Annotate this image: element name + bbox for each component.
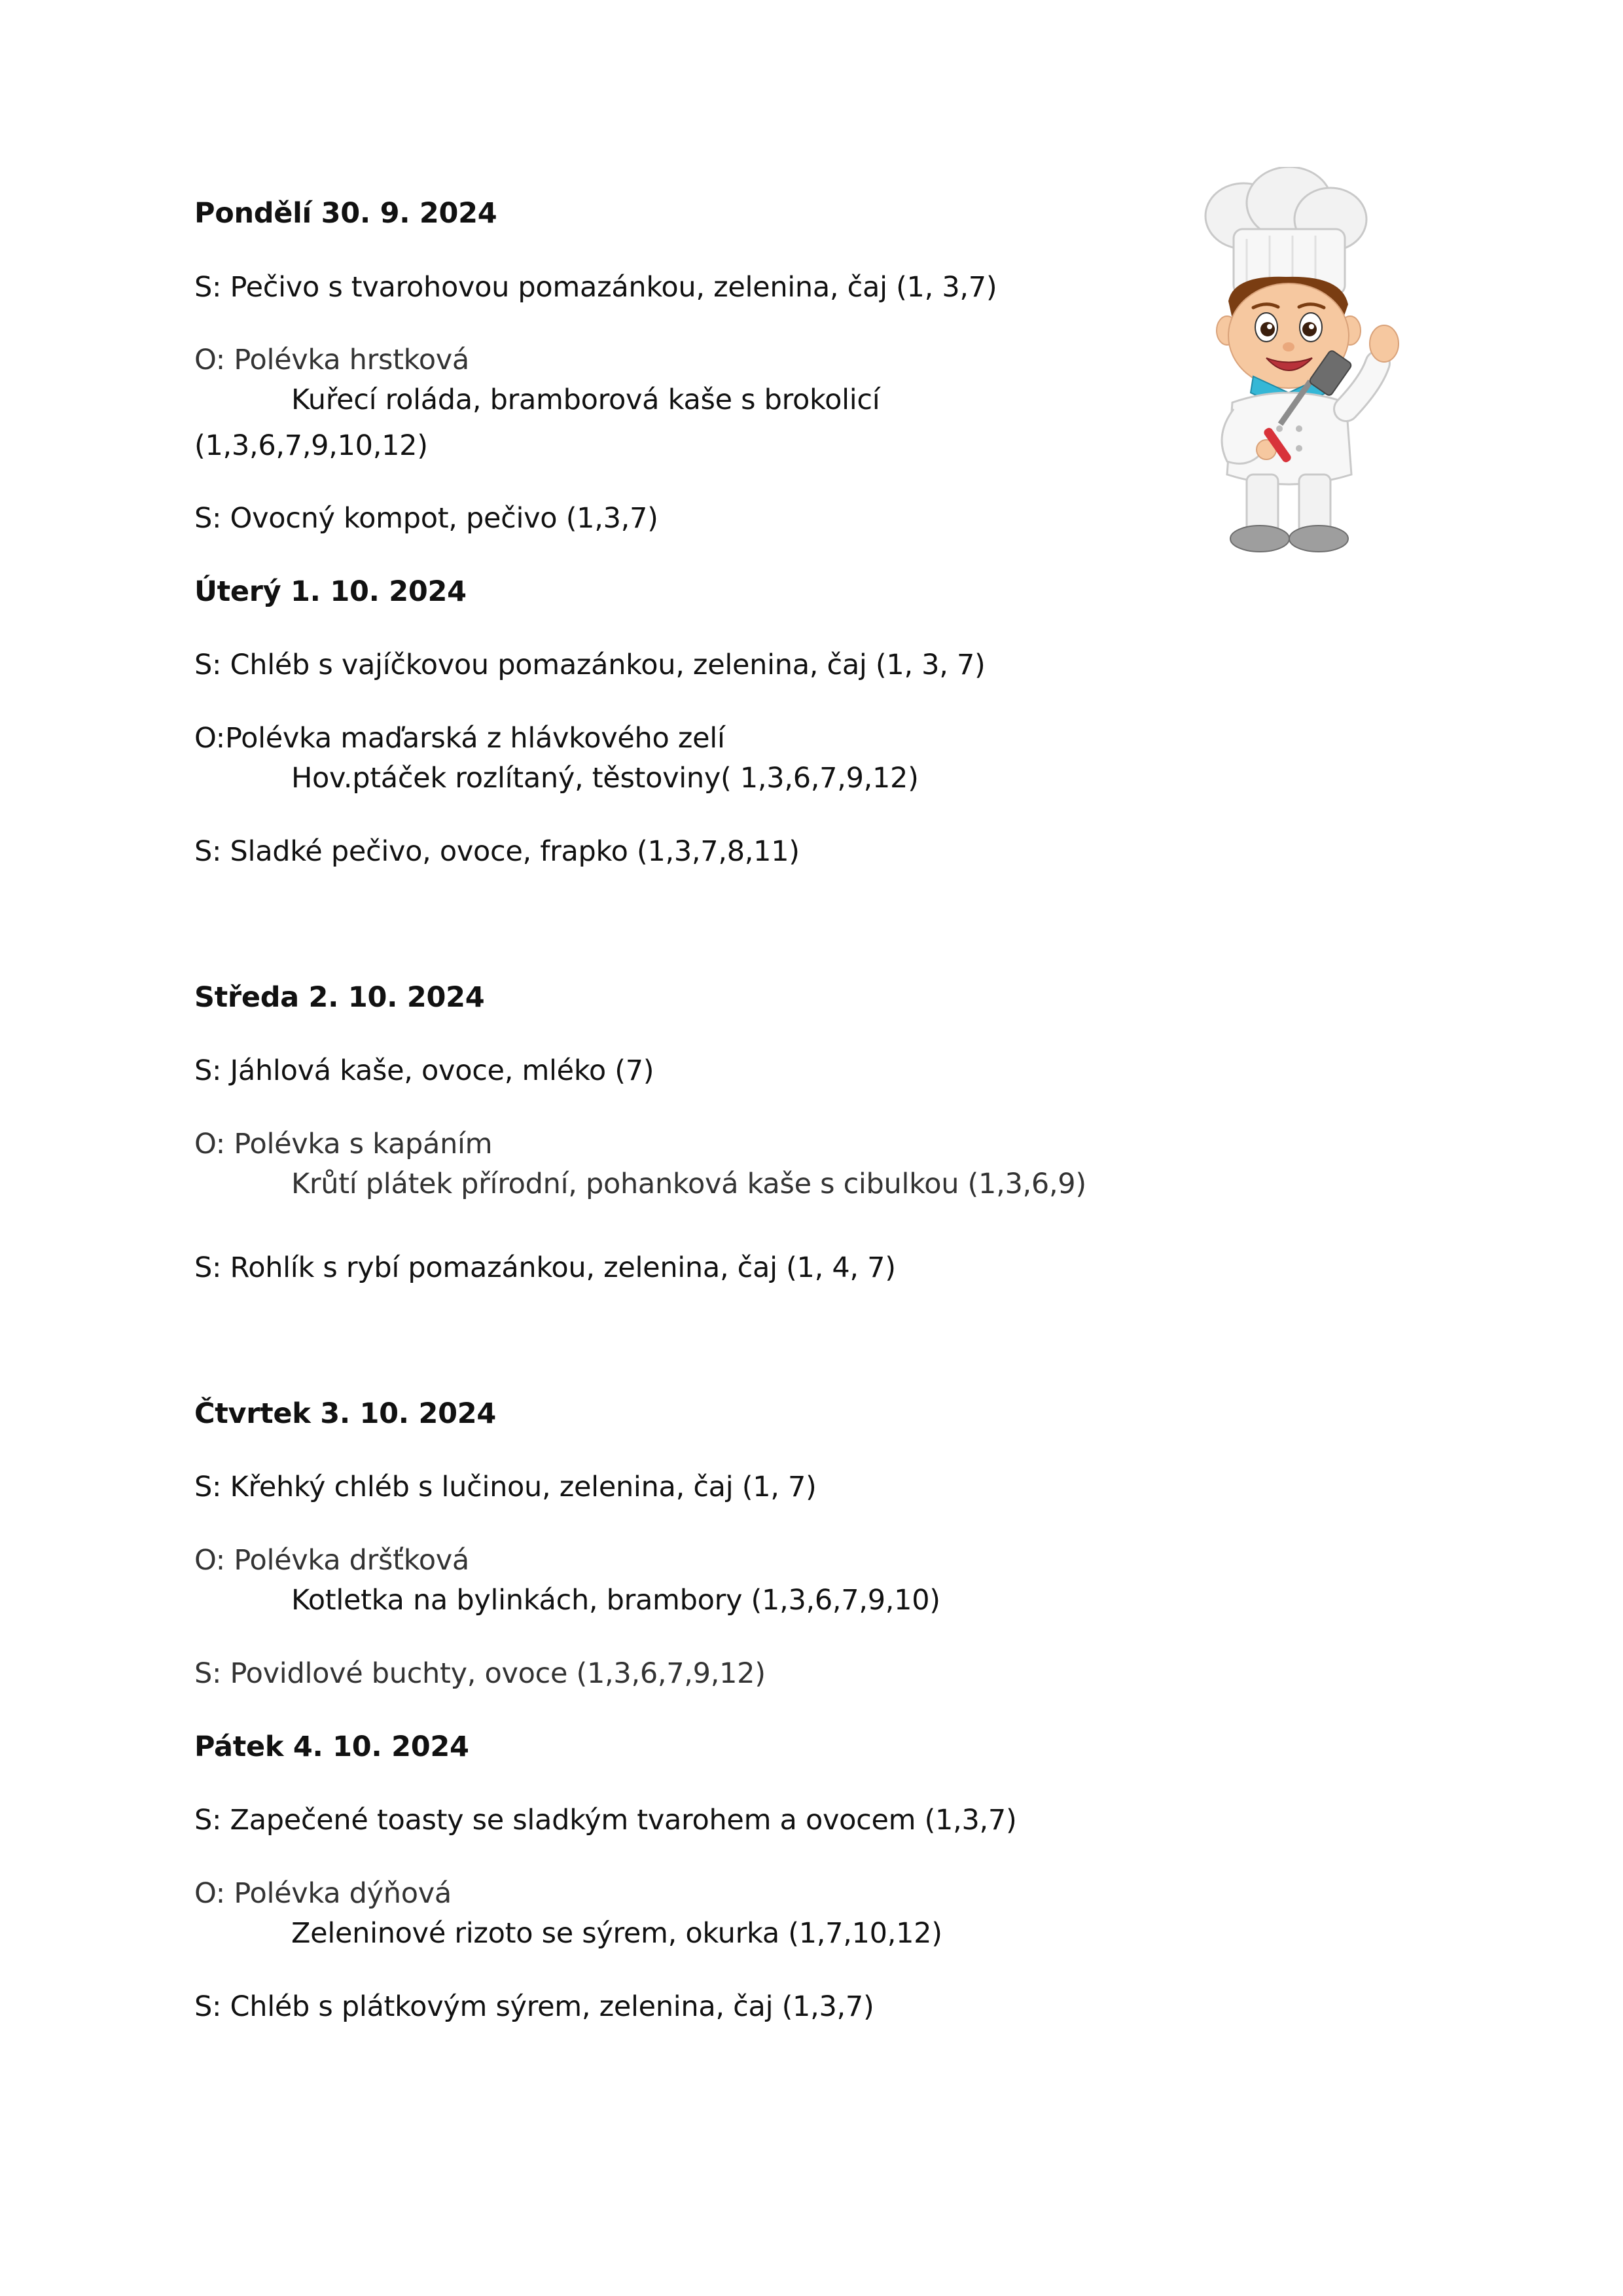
- snack-am-wednesday: S: Jáhlová kaše, ovoce, mléko (7): [194, 1054, 654, 1087]
- lunch-soup-tuesday: O:Polévka maďarská z hlávkového zelí: [194, 722, 725, 755]
- day-title-wednesday: Středa 2. 10. 2024: [194, 981, 485, 1014]
- snack-pm-wednesday: S: Rohlík s rybí pomazánkou, zelenina, čaj (1, 4, 7): [194, 1251, 896, 1284]
- lunch-soup-monday: O: Polévka hrstková: [194, 344, 469, 376]
- lunch-allergens-monday: (1,3,6,7,9,10,12): [194, 429, 428, 462]
- lunch-main-wednesday: Krůtí plátek přírodní, pohanková kaše s cibulkou (1,3,6,9): [291, 1168, 1086, 1200]
- snack-am-thursday: S: Křehký chléb s lučinou, zelenina, čaj (1, 7): [194, 1471, 817, 1503]
- snack-am-friday: S: Zapečené toasty se sladkým tvarohem a ovocem (1,3,7): [194, 1804, 1017, 1837]
- lunch-soup-wednesday: O: Polévka s kapáním: [194, 1128, 493, 1160]
- snack-am-monday: S: Pečivo s tvarohovou pomazánkou, zelenina, čaj (1, 3,7): [194, 271, 997, 304]
- lunch-main-thursday: Kotletka na bylinkách, brambory (1,3,6,7,9,10): [291, 1584, 940, 1617]
- snack-pm-thursday: S: Povidlové buchty, ovoce (1,3,6,7,9,12): [194, 1657, 766, 1690]
- lunch-soup-friday: O: Polévka dýňová: [194, 1877, 452, 1910]
- lunch-main-tuesday: Hov.ptáček rozlítaný, těstoviny( 1,3,6,7,9,12): [291, 762, 919, 795]
- snack-pm-friday: S: Chléb s plátkovým sýrem, zelenina, čaj (1,3,7): [194, 1990, 874, 2023]
- day-title-friday: Pátek 4. 10. 2024: [194, 1731, 469, 1763]
- chef-hat: [1205, 167, 1366, 295]
- day-title-tuesday: Úterý 1. 10. 2024: [194, 575, 467, 608]
- lunch-main-friday: Zeleninové rizoto se sýrem, okurka (1,7,10,12): [291, 1917, 942, 1950]
- snack-am-tuesday: S: Chléb s vajíčkovou pomazánkou, zelenina, čaj (1, 3, 7): [194, 649, 986, 681]
- snack-pm-tuesday: S: Sladké pečivo, ovoce, frapko (1,3,7,8,11): [194, 835, 800, 868]
- day-title-monday: Pondělí 30. 9. 2024: [194, 197, 497, 230]
- lunch-main-monday: Kuřecí roláda, bramborová kaše s brokolicí: [291, 384, 880, 416]
- lunch-soup-thursday: O: Polévka dršťková: [194, 1544, 469, 1577]
- day-title-thursday: Čtvrtek 3. 10. 2024: [194, 1397, 496, 1430]
- snack-pm-monday: S: Ovocný kompot, pečivo (1,3,7): [194, 502, 658, 535]
- chef-illustration-icon: [1155, 167, 1417, 560]
